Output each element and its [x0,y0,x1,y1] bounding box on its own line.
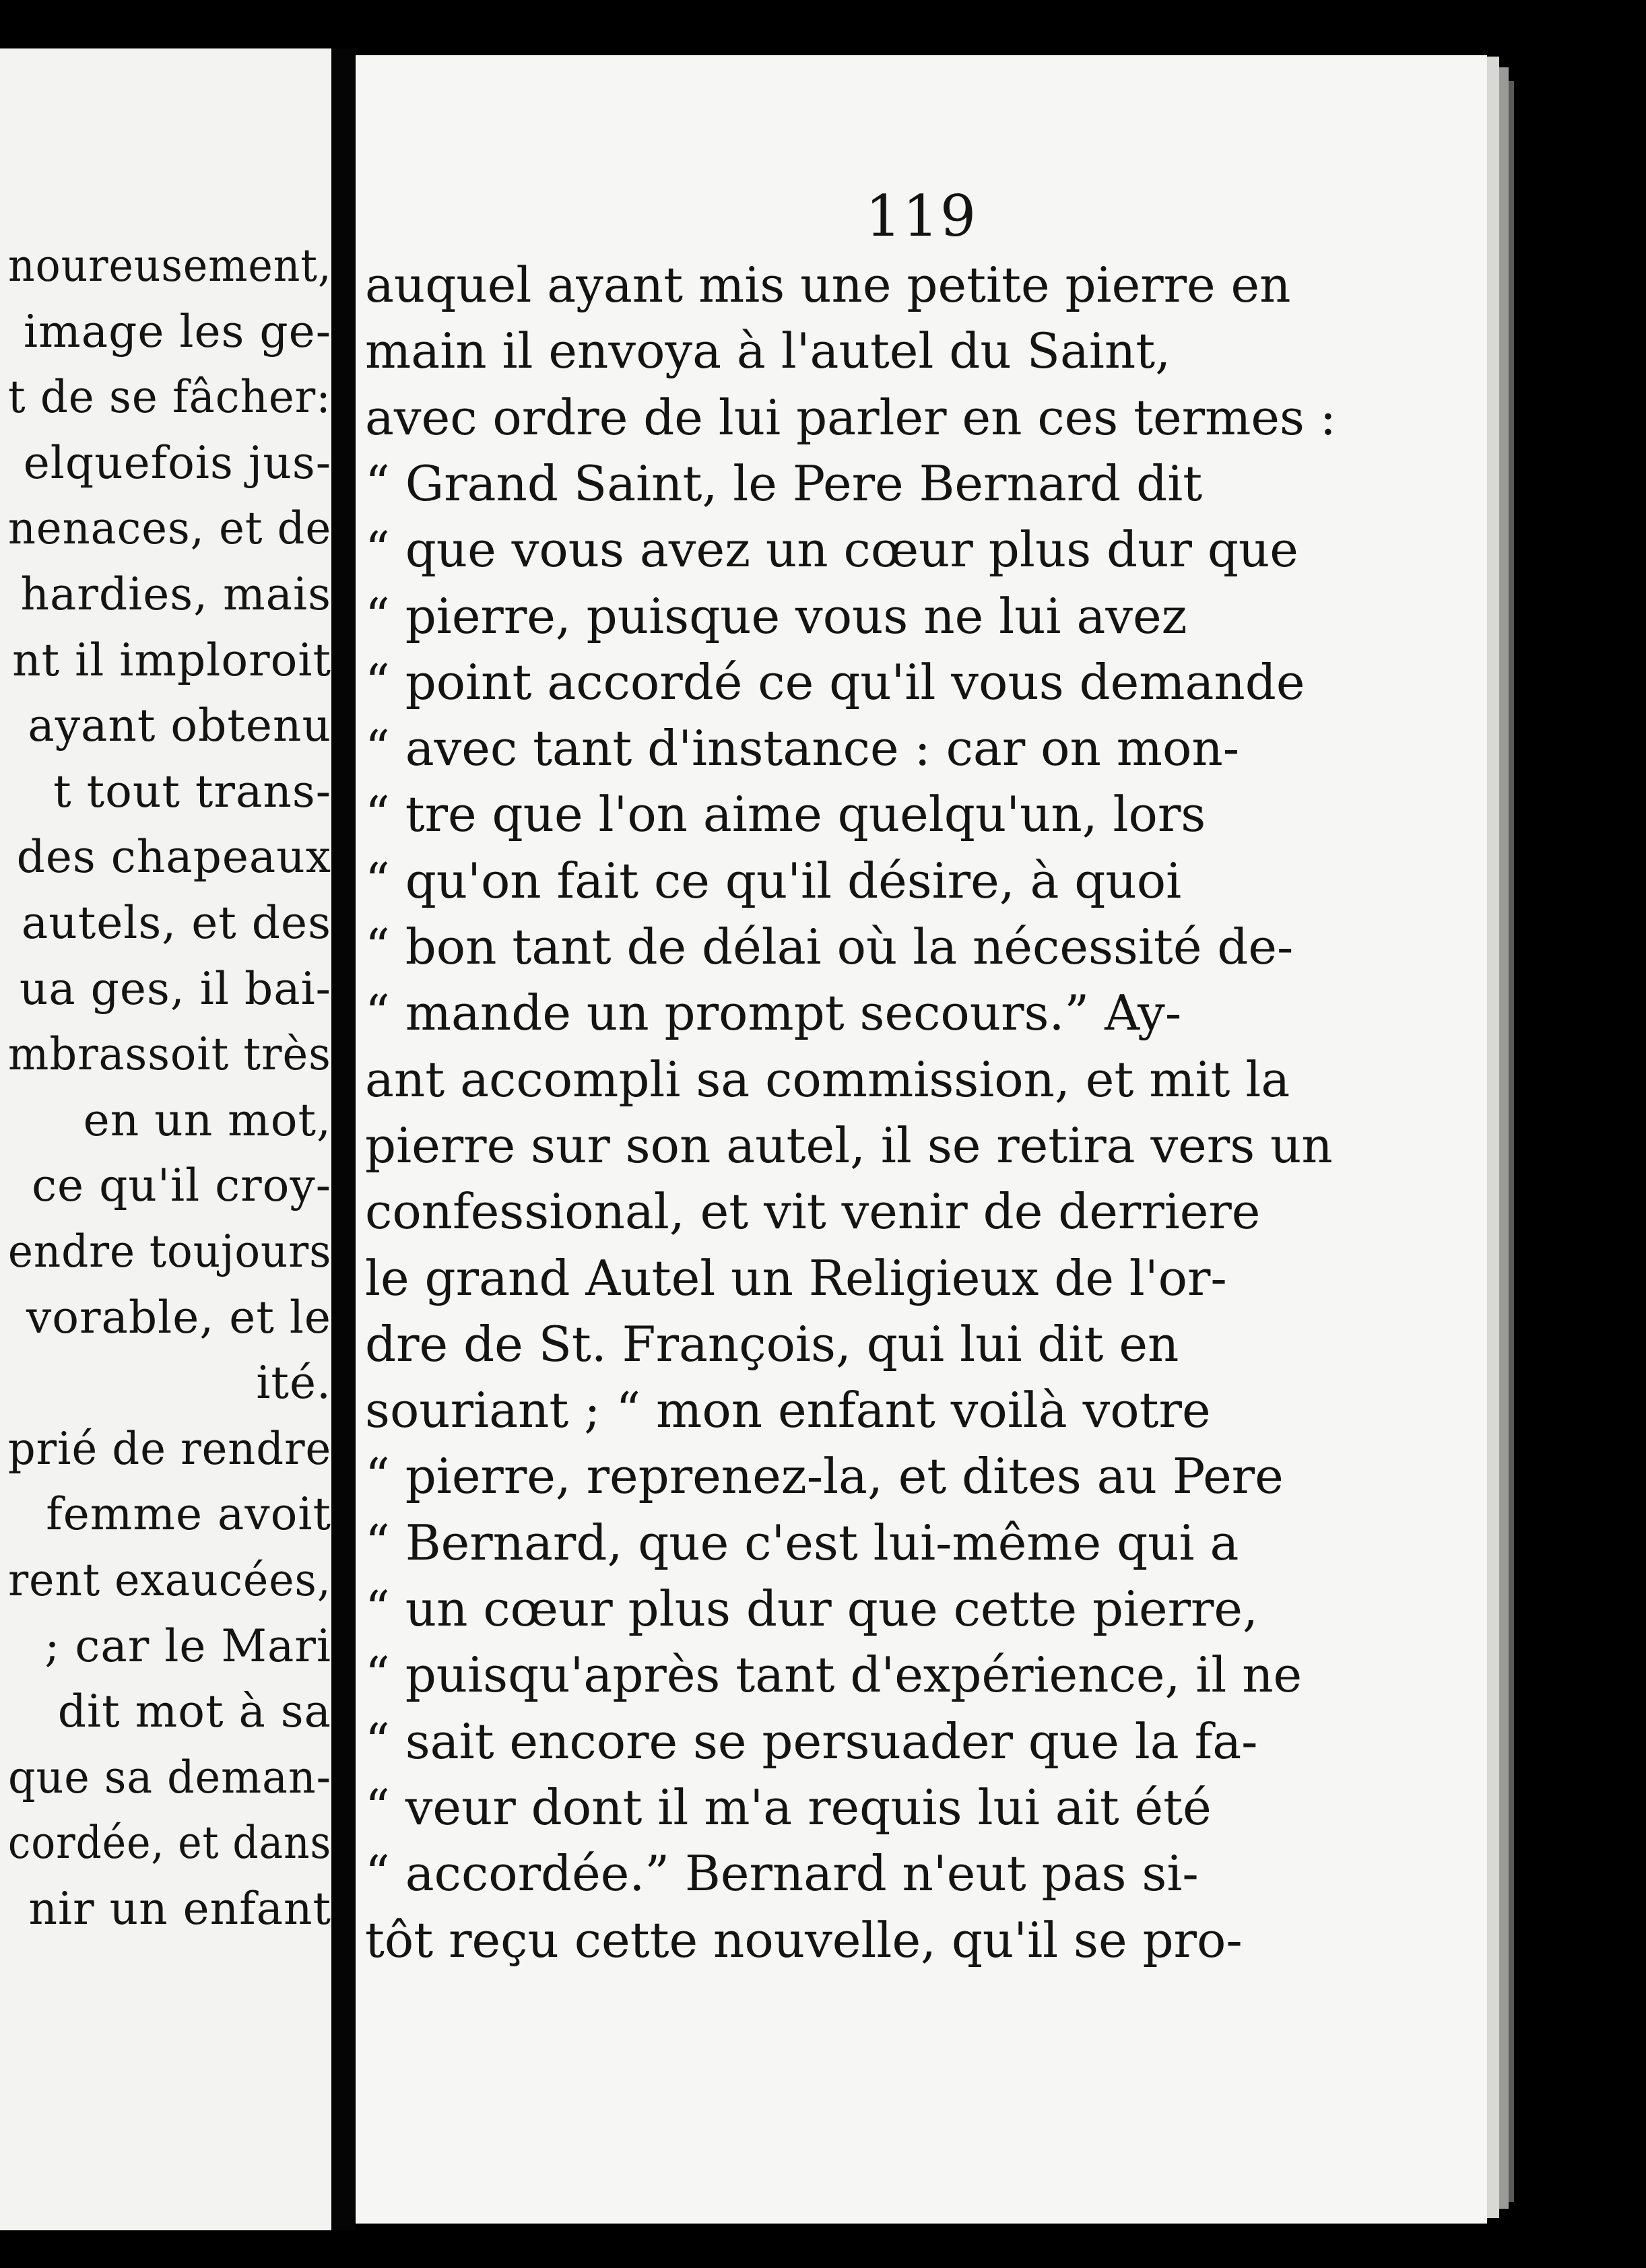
left-text-line: femme avoit [46,1488,331,1541]
left-text-line: nenaces, et de [7,502,331,555]
body-text-line: “ mande un prompt secours.” Ay- [365,985,1182,1042]
left-text-line: nir un enfant [28,1883,331,1935]
body-text-line: “ veur dont il m'a requis lui ait été [365,1778,1212,1836]
body-text-line: “ point accordé ce qu'il vous demande [365,653,1305,710]
body-text-line: auquel ayant mis une petite pierre en [365,257,1291,313]
body-text-line: “ puisqu'après tant d'expérience, il ne [365,1646,1303,1704]
left-text-line: prié de rendre [7,1422,331,1475]
body-text-line: “ sait encore se persuader que la fa- [365,1712,1258,1770]
left-page [0,48,331,2230]
book-gutter [331,48,356,2230]
left-text-line: des chapeaux [16,831,331,883]
body-text-line: “ un cœur plus dur que cette pierre, [365,1580,1258,1637]
left-text-line: t tout trans- [53,765,331,818]
body-text-line: “ Bernard, que c'est lui-même qui a [365,1514,1239,1571]
left-text-line: en un mot, [83,1094,331,1146]
left-text-line: image les ge- [24,305,331,358]
left-text-line: elquefois jus- [23,436,331,489]
body-text-line: tôt reçu cette nouvelle, qu'il se pro- [365,1911,1243,1968]
left-text-line: ce qu'il croy- [32,1160,331,1212]
body-text-line: “ tre que l'on aime quelqu'un, lors [365,786,1206,843]
left-text-line: ; car le Mari [44,1620,331,1672]
body-text-line: “ que vous avez un cœur plus dur que [365,521,1298,578]
left-text-line: vorable, et le [26,1291,331,1343]
left-text-line: que sa deman- [7,1751,331,1803]
body-text-line: “ avec tant d'instance : car on mon- [365,720,1240,777]
left-text-line: mbrassoit très [8,1028,331,1081]
left-text-line: rent exaucées, [8,1554,331,1606]
body-text-line: “ pierre, reprenez-la, et dites au Pere [365,1448,1284,1505]
left-text-line: ayant obtenu [28,700,331,752]
page-edge [1499,67,1509,2209]
left-text-line: endre toujours [7,1226,331,1277]
left-text-line: autels, et des [21,897,331,949]
page-edge [1487,57,1499,2218]
body-text-line: avec ordre de lui parler en ces termes : [365,389,1337,446]
body-text-line: “ qu'on fait ce qu'il désire, à quoi [365,852,1182,909]
right-page [356,55,1487,2224]
body-text-line: “ accordée.” Bernard n'eut pas si- [365,1845,1199,1902]
body-text-line: “ pierre, puisque vous ne lui avez [365,587,1187,644]
scan-border [0,2230,1646,2268]
left-text-line: cordée, et dans [7,1817,331,1869]
body-text-line: confessional, et vit venir de derriere [365,1183,1261,1240]
body-text-line: main il envoya à l'autel du Saint, [365,323,1171,380]
page-number: 119 [865,183,978,249]
left-text-line: dit mot à sa [57,1686,331,1738]
body-text-line: dre de St. François, qui lui dit en [365,1315,1179,1372]
left-text-line: ua ges, il bai- [19,962,331,1015]
left-text-line: nt il imploroit [12,634,331,686]
body-text-line: ant accompli sa commission, et mit la [365,1050,1290,1108]
page-edge [1509,81,1514,2202]
body-text-line: “ bon tant de délai où la nécessité de- [365,919,1294,975]
left-text-line: t de se fâcher: [8,371,331,424]
left-text-line: noureusement, [7,240,331,292]
left-text-line: ité. [256,1357,331,1409]
left-text-line: hardies, mais [20,568,331,620]
body-text-line: souriant ; “ mon enfant voilà votre [365,1382,1211,1439]
body-text-line: “ Grand Saint, le Pere Bernard dit [365,455,1203,512]
body-text-line: le grand Autel un Religieux de l'or- [365,1249,1227,1306]
body-text-line: pierre sur son autel, il se retira vers un [365,1116,1333,1174]
